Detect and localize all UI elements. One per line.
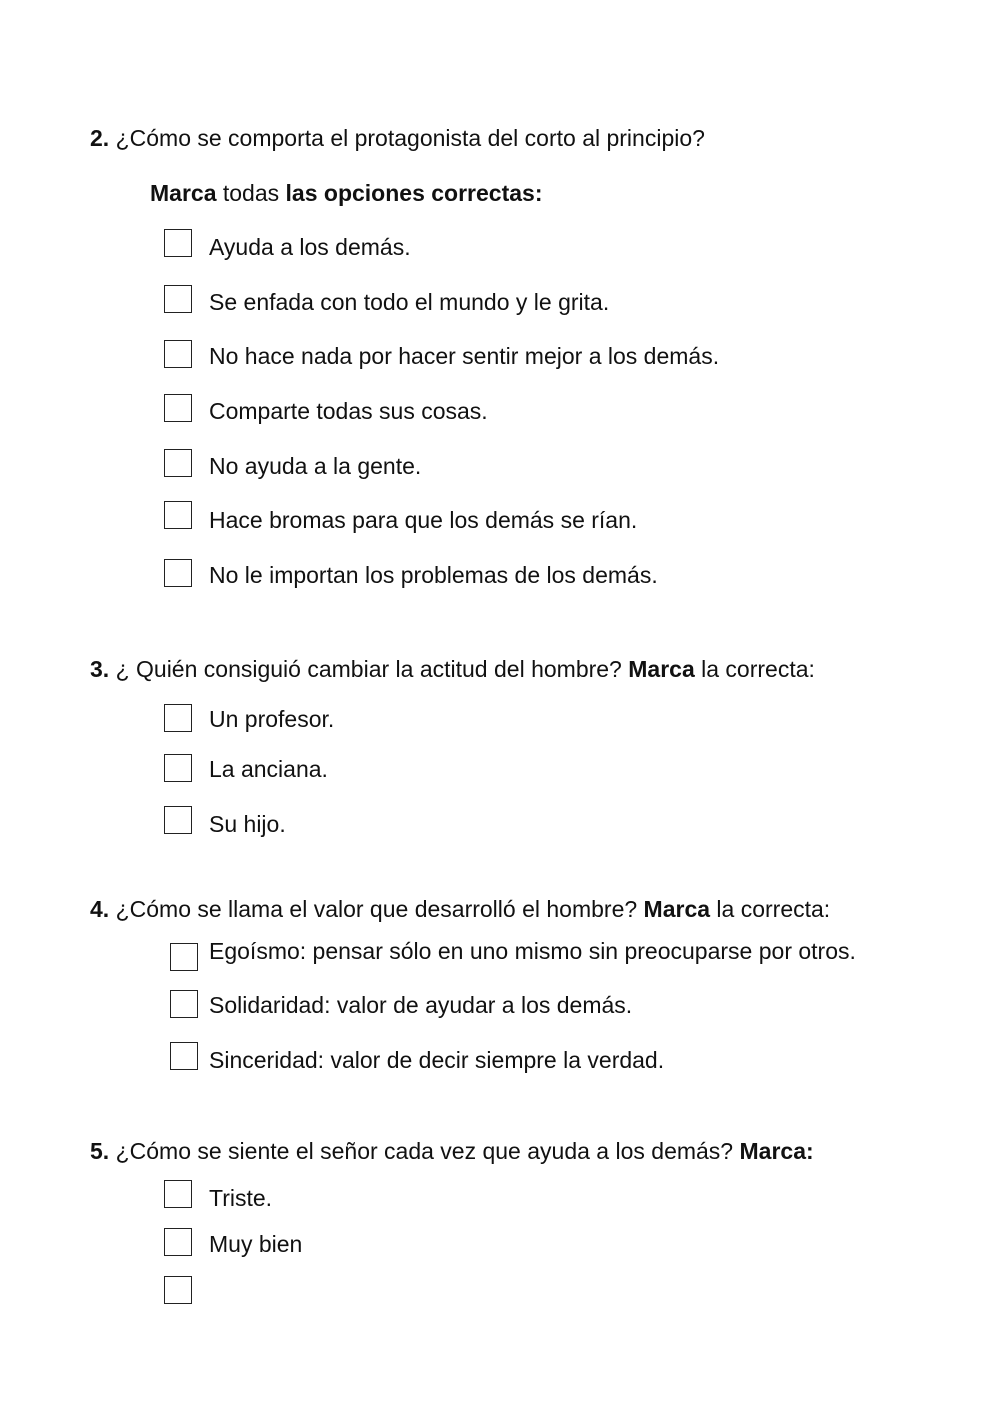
- q3-option-1-checkbox[interactable]: [164, 704, 192, 732]
- q3-option-3-label: Su hijo.: [209, 811, 286, 837]
- q3-option-2-label: La anciana.: [209, 756, 328, 782]
- q3-option-2-checkbox[interactable]: [164, 754, 192, 782]
- q2-option-6-checkbox[interactable]: [164, 501, 192, 529]
- q3-option-1-label: Un profesor.: [209, 706, 335, 732]
- q2-option-1-label: Ayuda a los demás.: [209, 234, 411, 260]
- question-3-tail: la correcta:: [694, 656, 815, 682]
- q2-option-3-label: No hace nada por hacer sentir mejor a los demás.: [209, 343, 720, 369]
- q3-option-3-checkbox[interactable]: [164, 806, 192, 834]
- q5-option-2-checkbox[interactable]: [164, 1228, 192, 1256]
- q5-option-2-label: Muy bien: [209, 1231, 303, 1257]
- q2-option-5-checkbox[interactable]: [164, 449, 192, 477]
- question-3-bold: Marca: [628, 656, 695, 682]
- q4-option-1-checkbox[interactable]: [170, 943, 198, 971]
- question-4-number: 4.: [90, 896, 110, 922]
- q2-option-7-checkbox[interactable]: [164, 559, 192, 587]
- q4-option-1-label: Egoísmo: pensar sólo en uno mismo sin preocuparse por otros.: [209, 938, 856, 964]
- q2-option-1-checkbox[interactable]: [164, 229, 192, 257]
- q2-option-2-checkbox[interactable]: [164, 285, 192, 313]
- question-4-text: ¿Cómo se llama el valor que desarrolló el hombre?: [109, 896, 644, 922]
- question-3: [90, 654, 815, 684]
- q4-option-3-checkbox[interactable]: [170, 1042, 198, 1070]
- question-3-number: 3.: [90, 656, 110, 682]
- q2-option-5-label: No ayuda a la gente.: [209, 453, 422, 479]
- q2-option-6-label: Hace bromas para que los demás se rían.: [209, 507, 638, 533]
- question-2: [90, 123, 705, 153]
- question-4: [90, 894, 830, 924]
- q5-option-1-label: Triste.: [209, 1185, 273, 1211]
- instruction-bold-opciones: las opciones correctas:: [285, 180, 543, 206]
- question-2-number: 2.: [90, 125, 110, 151]
- q4-option-2-checkbox[interactable]: [170, 990, 198, 1018]
- q4-option-2-label: Solidaridad: valor de ayudar a los demás.: [209, 992, 633, 1018]
- q2-option-4-label: Comparte todas sus cosas.: [209, 398, 488, 424]
- q2-option-4-checkbox[interactable]: [164, 394, 192, 422]
- question-2-text: ¿Cómo se comporta el protagonista del corto al principio?: [115, 125, 705, 151]
- q4-option-3-label: Sinceridad: valor de decir siempre la verdad.: [209, 1047, 665, 1073]
- question-5-text: ¿Cómo se siente el señor cada vez que ayuda a los demás?: [109, 1138, 740, 1164]
- question-4-bold: Marca: [643, 896, 711, 922]
- question-4-tail: la correcta:: [710, 896, 831, 922]
- question-5-bold: Marca:: [739, 1138, 814, 1164]
- q5-option-3-checkbox[interactable]: [164, 1276, 192, 1304]
- q2-option-2-label: Se enfada con todo el mundo y le grita.: [209, 289, 610, 315]
- instruction-bold-marca: Marca: [150, 180, 217, 206]
- q2-option-7-label: No le importan los problemas de los demás.: [209, 562, 658, 588]
- instruction-mid: todas: [216, 180, 286, 206]
- question-3-text: ¿ Quién consiguió cambiar la actitud del hombre?: [109, 656, 629, 682]
- question-5-number: 5.: [90, 1138, 110, 1164]
- question-5: [90, 1136, 814, 1166]
- q2-option-3-checkbox[interactable]: [164, 340, 192, 368]
- q5-option-1-checkbox[interactable]: [164, 1180, 192, 1208]
- question-2-instruction: [150, 178, 542, 208]
